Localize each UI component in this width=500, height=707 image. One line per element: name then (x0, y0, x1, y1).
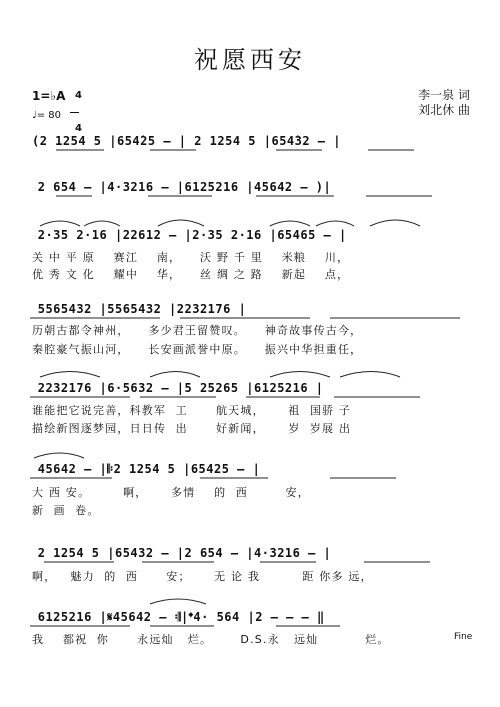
lyric-line-3a: 关 中 平 原 赛江 南， 沃 野 千 里 米粮 川， (32, 251, 350, 264)
slur (316, 221, 354, 226)
score-line-6: 45642 – |𝄆2 1254 5 |65425 – | (30, 462, 261, 476)
slur (158, 220, 204, 226)
slur (40, 221, 80, 226)
lyric-line-4b: 秦腔豪气振山河， 长安画派誉中原。 振兴中华担重任， (32, 343, 363, 356)
lyric-line-6a: 大 西 安。 啊， 多情 的 西 安， (32, 486, 310, 499)
score-line-2: 2 654 – |4·3216 – |6125216 |45642 – )| (30, 180, 332, 194)
slur (150, 372, 200, 378)
score-line-8: 6125216 |𝄋45642 – 𝄇|𝄌4· 564 |2 – – – ‖ (30, 610, 325, 624)
song-title: 祝愿西安 (194, 46, 306, 74)
time-signature (68, 81, 82, 134)
lyric-line-7a: 啊， 魅力 的 西 安； 无 论 我 距 你多 远， (32, 570, 373, 583)
fine-marking: Fine (454, 632, 473, 642)
score-line-4: 5565432 |5565432 |2232176 | (30, 302, 247, 316)
lyric-line-4a: 历朝古都令神州， 多少君王留赞叹。 神奇故事传古今， (32, 324, 363, 337)
slur (34, 453, 84, 458)
score-line-7: 2 1254 5 |65432 – |2 654 – |4·3216 – | (30, 546, 332, 560)
time-signature-top: 4 (74, 90, 82, 101)
score-line-1: (2 1254 5 |654̇25 – | 2 1254 5 |654̇32 – | (32, 134, 341, 148)
time-signature-bottom: 4 (74, 123, 82, 134)
lyric-line-5a: 谁能把它说完善，科教军 工 航天城， 祖 国骄 子 (32, 404, 352, 417)
slur (340, 372, 400, 378)
lyricist-credit: 李一泉 词 (418, 88, 470, 102)
time-signature-bar (70, 112, 79, 113)
lyric-line-6b: 新 画 卷。 (32, 504, 100, 517)
composer-credit: 刘北休 曲 (418, 103, 470, 117)
slur (84, 221, 120, 226)
slur (370, 220, 420, 226)
tempo-marking: ♩= 80 (32, 110, 61, 121)
slur (270, 221, 310, 226)
lyric-line-8a: 我 都祝 你 永远灿 烂。 D.S.永 远灿 烂。 (32, 633, 390, 646)
slur (270, 372, 330, 378)
lyric-line-3b: 优 秀 文 化 耀中 华， 丝 绸 之 路 新起 点， (32, 268, 350, 281)
lyric-line-5b: 描绘新图逐梦园，日日传 出 好新闻， 岁 岁展 出 (32, 422, 352, 435)
score-line-5: 2232176 |6·5632 – |5 25265 |6125216 | (30, 381, 324, 395)
slur (40, 372, 100, 378)
score-line-3: 2·35 2·16 |22612 – |2·35 2·16 |65465 – | (30, 228, 347, 242)
key-signature: 1=♭A (32, 89, 66, 103)
slur (150, 599, 206, 604)
